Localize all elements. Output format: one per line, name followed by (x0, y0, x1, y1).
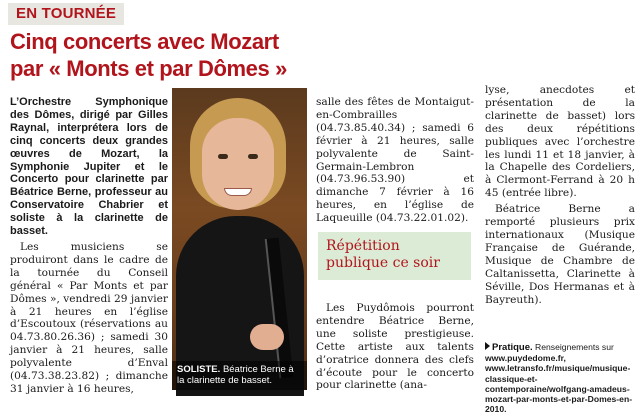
article-column-2-continued (316, 302, 474, 395)
photo-hand (250, 324, 284, 350)
section-kicker: EN TOURNÉE (8, 3, 124, 25)
lead-paragraph (10, 96, 168, 238)
article-column-2 (316, 96, 474, 228)
lead-text: L’Orchestre Symphonique des Dômes, dirigé par Gilles Raynal, interprétera lors de cinq concerts deux grandes œuvres de Mozart, la Symphonie Jupiter et le Concerto pour clarinette par Béatrice Berne, professeur au Conservatoire Chabrier et soliste à la clarinette de basset. (10, 96, 168, 238)
article-headline (10, 28, 340, 82)
paragraph: lyse, anecdotes et présentation de la clarinette de basset) lors des deux répétitions publiques avec l’orchestre les lundi 11 et 18 janvier, à la Chapelle des Cordeliers, à Clermont-Ferrand à 20 h 45 (entrée libre). (485, 84, 635, 200)
caption-text: Béatrice Berne à la clarinette de basset. (177, 364, 294, 386)
article-column-1 (10, 96, 168, 399)
photo-eye-left (218, 154, 228, 159)
soloist-photo (172, 88, 307, 390)
photo-eye-right (248, 154, 258, 159)
practical-link-2[interactable]: www.letransfo.fr/musique/musique-classique-et-contemporaine/wolfgang-amadeus-mozart-par-monts-et-par-Domes-en-2010. (485, 363, 633, 414)
photo-smile (224, 188, 252, 196)
photo-face (202, 118, 274, 210)
practical-link-1[interactable]: www.puydedome.fr, (485, 353, 566, 364)
paragraph: Les Puydômois pourront entendre Béatrice Berne, une soliste prestigieuse. Cette artiste aux talents d’oratrice donnera des clefs d’écoute pour le concerto pour clarinette (ana- (316, 302, 474, 392)
headline-line-2: par « Monts et par Dômes » (10, 56, 287, 81)
photo-caption (172, 361, 307, 390)
subheading-callout: Répétition publique ce soir (318, 232, 471, 280)
arrow-right-icon (485, 342, 490, 350)
practical-info-box (485, 342, 637, 414)
paragraph: salle des fêtes de Montaigut-en-Combrailles (04.73.85.40.34) ; samedi 6 février à 21 heures, salle polyvalente de Saint-Germain-Lembron (04.73.96.53.90) et dimanche 7 février à 16 heures, en l’église de Laqueuille (04.73.22.01.02). (316, 96, 474, 225)
paragraph: Les musiciens se produiront dans le cadre de la tournée du Conseil général « Par Monts et par Dômes », vendredi 29 janvier à 21 heures en l’église d’Escoutoux (réservations au 04.73.80.26.36) ; samedi 30 janvier à 21 heures, salle polyvalente d’Enval (04.73.38.23.82) ; dimanche 31 janvier à 16 heures, (10, 240, 168, 395)
practical-text: Renseignements sur (535, 342, 614, 352)
article-column-3 (485, 84, 635, 309)
headline-line-1: Cinq concerts avec Mozart (10, 29, 279, 54)
caption-label: SOLISTE. (177, 364, 221, 375)
practical-label: Pratique. (492, 342, 533, 353)
paragraph: Béatrice Berne a remporté plusieurs prix internationaux (Musique Française de Guérande, Musique de Chambre de Caltanissetta, Clarinette à Séville, Dos Hermanas et à Bayreuth). (485, 203, 635, 306)
